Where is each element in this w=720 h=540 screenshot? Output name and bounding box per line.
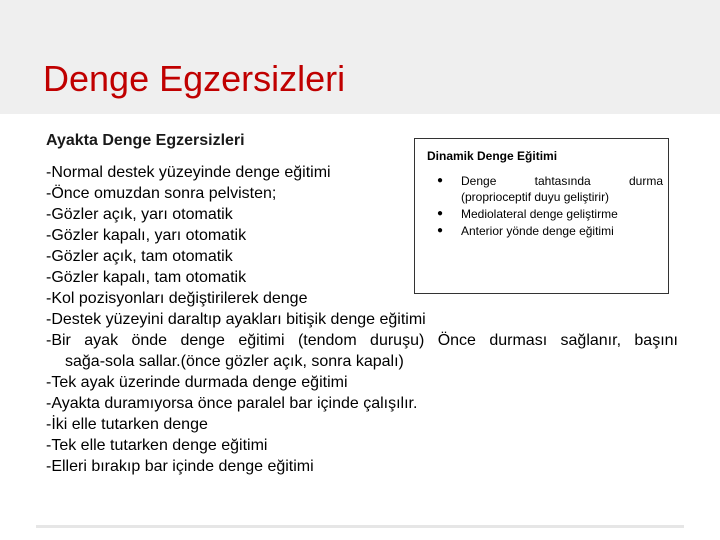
box-title: Dinamik Denge Eğitimi bbox=[427, 149, 558, 163]
exercise-line: -Elleri bırakıp bar içinde denge eğitimi bbox=[46, 458, 314, 475]
exercise-line-continued: sağa-sola sallar.(önce gözler açık, sonra kapalı) bbox=[65, 353, 404, 370]
subheading: Ayakta Denge Egzersizleri bbox=[46, 132, 245, 149]
exercise-line: -Önce omuzdan sonra pelvisten; bbox=[46, 185, 277, 202]
exercise-line: -Destek yüzeyini daraltıp ayakları bitişik denge eğitimi bbox=[46, 311, 426, 328]
exercise-line: -Ayakta duramıyorsa önce paralel bar içinde çalışılır. bbox=[46, 395, 418, 412]
exercise-line: -Normal destek yüzeyinde denge eğitimi bbox=[46, 164, 331, 181]
bullet-icon: ● bbox=[437, 175, 444, 186]
exercise-line: -Kol pozisyonları değiştirilerek denge bbox=[46, 290, 308, 307]
box-list-item bbox=[427, 173, 663, 205]
box-list-item bbox=[427, 223, 663, 239]
exercise-line: -Tek ayak üzerinde durmada denge eğitimi bbox=[46, 374, 348, 391]
box-item-text: Anterior yönde denge eğitimi bbox=[461, 224, 614, 238]
exercise-line: -Gözler açık, yarı otomatik bbox=[46, 206, 233, 223]
bullet-icon: ● bbox=[437, 225, 444, 236]
box-item-text: Mediolateral denge geliştirme bbox=[461, 207, 618, 221]
exercise-line: -Tek elle tutarken denge eğitimi bbox=[46, 437, 268, 454]
slide-title: Denge Egzersizleri bbox=[43, 58, 346, 99]
box-list-item bbox=[427, 206, 663, 222]
bullet-icon: ● bbox=[437, 208, 444, 219]
box-item-text: Denge tahtasında durma bbox=[461, 174, 663, 188]
exercise-line: -Bir ayak önde denge eğitimi (tendom duruşu) Önce durması sağlanır, başını bbox=[46, 332, 678, 349]
exercise-line: -Gözler kapalı, tam otomatik bbox=[46, 269, 247, 286]
box-list bbox=[427, 173, 663, 240]
box-item-subtext: (proprioceptif duyu geliştirir) bbox=[461, 190, 610, 204]
exercise-line: -Gözler kapalı, yarı otomatik bbox=[46, 227, 247, 244]
exercise-line: -Gözler açık, tam otomatik bbox=[46, 248, 233, 265]
dynamic-balance-box bbox=[414, 138, 669, 294]
exercise-line: -İki elle tutarken denge bbox=[46, 416, 208, 433]
bottom-divider bbox=[36, 525, 684, 528]
